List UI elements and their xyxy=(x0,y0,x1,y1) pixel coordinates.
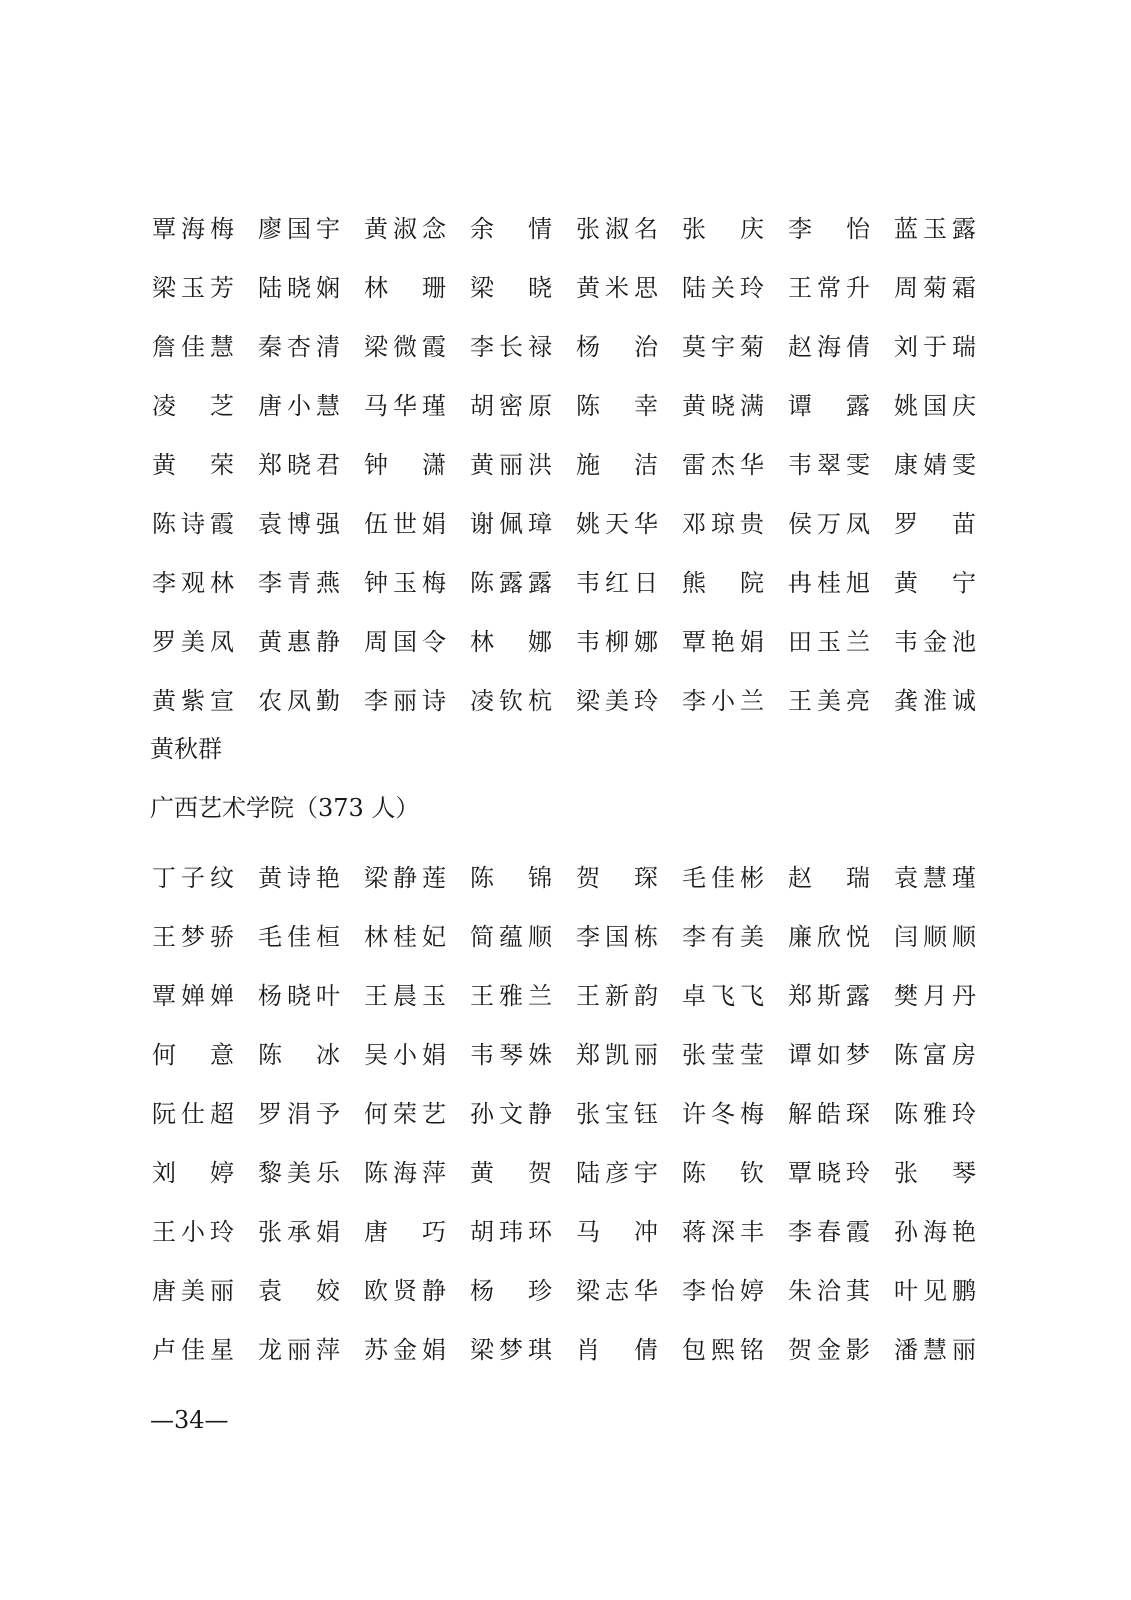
list-item: 解 皓 琛 xyxy=(788,1099,870,1128)
list-item: 赵 海 倩 xyxy=(788,332,870,361)
list-item: 韦 琴 姝 xyxy=(470,1040,552,1069)
list-item: 黄 贺 xyxy=(470,1158,552,1187)
list-item: 梁 志 华 xyxy=(576,1276,658,1305)
list-item: 何 意 xyxy=(152,1040,234,1069)
list-item: 郑 凯 丽 xyxy=(576,1040,658,1069)
list-item: 康 婧 雯 xyxy=(894,450,976,479)
list-item: 唐 巧 xyxy=(364,1217,446,1246)
list-item: 李 观 林 xyxy=(152,568,234,597)
list-item: 覃 晓 玲 xyxy=(788,1158,870,1187)
list-item: 简 蕴 顺 xyxy=(470,922,552,951)
list-item: 林 娜 xyxy=(470,627,552,656)
list-item: 梁 梦 琪 xyxy=(470,1335,552,1364)
list-item: 黄 米 思 xyxy=(576,273,658,302)
list-item: 毛 佳 桓 xyxy=(258,922,340,951)
list-item: 卓 飞 飞 xyxy=(682,981,764,1010)
list-item: 杨 晓 叶 xyxy=(258,981,340,1010)
list-item: 李 怡 婷 xyxy=(682,1276,764,1305)
list-item: 梁 美 玲 xyxy=(576,686,658,715)
list-item: 袁 慧 瑾 xyxy=(894,863,976,892)
list-item: 姚 天 华 xyxy=(576,509,658,538)
list-item: 胡 玮 环 xyxy=(470,1217,552,1246)
list-item: 陈 幸 xyxy=(576,391,658,420)
list-item: 孙 文 静 xyxy=(470,1099,552,1128)
list-item: 罗 涓 予 xyxy=(258,1099,340,1128)
list-item: 龙 丽 萍 xyxy=(258,1335,340,1364)
name-list-guangxi-arts xyxy=(152,848,982,1379)
list-item: 王 常 升 xyxy=(788,273,870,302)
list-item: 罗 苗 xyxy=(894,509,976,538)
list-item: 张 莹 莹 xyxy=(682,1040,764,1069)
list-item: 侯 万 凤 xyxy=(788,509,870,538)
list-item: 黄 荣 xyxy=(152,450,234,479)
list-item: 李 怡 xyxy=(788,214,870,243)
list-item: 韦 红 日 xyxy=(576,568,658,597)
list-item: 陆 彦 宇 xyxy=(576,1158,658,1187)
list-item: 罗 美 凤 xyxy=(152,627,234,656)
list-item: 农 凤 勤 xyxy=(258,686,340,715)
list-item: 梁 玉 芳 xyxy=(152,273,234,302)
list-item: 周 菊 霜 xyxy=(894,273,976,302)
list-item: 丁 子 纹 xyxy=(152,863,234,892)
list-item: 张 宝 钰 xyxy=(576,1099,658,1128)
list-item: 王 新 韵 xyxy=(576,981,658,1010)
list-item: 韦 金 池 xyxy=(894,627,976,656)
list-item: 余 情 xyxy=(470,214,552,243)
list-item: 陈 钦 xyxy=(682,1158,764,1187)
list-item: 韦 翠 雯 xyxy=(788,450,870,479)
list-item: 李 小 兰 xyxy=(682,686,764,715)
list-item: 廉 欣 悦 xyxy=(788,922,870,951)
list-item: 覃 海 梅 xyxy=(152,214,234,243)
list-item: 冉 桂 旭 xyxy=(788,568,870,597)
list-item: 陈 冰 xyxy=(258,1040,340,1069)
list-item: 黄 宁 xyxy=(894,568,976,597)
list-item: 梁 静 莲 xyxy=(364,863,446,892)
list-item: 张 淑 名 xyxy=(576,214,658,243)
list-item: 王 晨 玉 xyxy=(364,981,446,1010)
list-item: 王 梦 骄 xyxy=(152,922,234,951)
list-item: 欧 贤 静 xyxy=(364,1276,446,1305)
list-item: 贺 金 影 xyxy=(788,1335,870,1364)
list-item: 袁 博 强 xyxy=(258,509,340,538)
list-item: 杨 治 xyxy=(576,332,658,361)
list-item: 黄 惠 静 xyxy=(258,627,340,656)
list-item: 袁 姣 xyxy=(258,1276,340,1305)
list-item: 蓝 玉 露 xyxy=(894,214,976,243)
list-item: 熊 院 xyxy=(682,568,764,597)
list-item: 林 珊 xyxy=(364,273,446,302)
list-item: 黄 诗 艳 xyxy=(258,863,340,892)
list-item: 陈 海 萍 xyxy=(364,1158,446,1187)
list-item: 朱 洽 萁 xyxy=(788,1276,870,1305)
list-item: 王 小 玲 xyxy=(152,1217,234,1246)
list-item: 邓 琼 贵 xyxy=(682,509,764,538)
list-item: 胡 密 原 xyxy=(470,391,552,420)
list-item: 陈 露 露 xyxy=(470,568,552,597)
list-item: 谢 佩 璋 xyxy=(470,509,552,538)
list-item: 姚 国 庆 xyxy=(894,391,976,420)
list-item: 陈 锦 xyxy=(470,863,552,892)
list-item: 林 桂 妃 xyxy=(364,922,446,951)
list-item: 黄 丽 洪 xyxy=(470,450,552,479)
list-item: 伍 世 娟 xyxy=(364,509,446,538)
list-item: 陆 晓 娴 xyxy=(258,273,340,302)
list-item: 杨 珍 xyxy=(470,1276,552,1305)
list-item: 李 春 霞 xyxy=(788,1217,870,1246)
list-item: 黄 紫 宣 xyxy=(152,686,234,715)
list-item: 贺 琛 xyxy=(576,863,658,892)
list-item: 覃 婵 婵 xyxy=(152,981,234,1010)
list-item: 黄 晓 满 xyxy=(682,391,764,420)
list-item: 凌 钦 杭 xyxy=(470,686,552,715)
list-item: 韦 柳 娜 xyxy=(576,627,658,656)
list-item: 廖 国 宇 xyxy=(258,214,340,243)
list-item: 刘 婷 xyxy=(152,1158,234,1187)
list-item: 陈 雅 玲 xyxy=(894,1099,976,1128)
list-item: 卢 佳 星 xyxy=(152,1335,234,1364)
list-item: 阮 仕 超 xyxy=(152,1099,234,1128)
list-item: 陈 诗 霞 xyxy=(152,509,234,538)
list-item: 李 青 燕 xyxy=(258,568,340,597)
list-item-last: 黄秋群 xyxy=(150,735,222,763)
list-item: 田 玉 兰 xyxy=(788,627,870,656)
list-item: 王 美 亮 xyxy=(788,686,870,715)
list-item: 赵 瑞 xyxy=(788,863,870,892)
list-item: 谭 露 xyxy=(788,391,870,420)
list-item: 吴 小 娟 xyxy=(364,1040,446,1069)
list-item: 莫 宇 菊 xyxy=(682,332,764,361)
list-item: 樊 月 丹 xyxy=(894,981,976,1010)
list-item: 叶 见 鹏 xyxy=(894,1276,976,1305)
list-item: 黎 美 乐 xyxy=(258,1158,340,1187)
list-item: 张 琴 xyxy=(894,1158,976,1187)
list-item: 李 有 美 xyxy=(682,922,764,951)
list-item: 蒋 深 丰 xyxy=(682,1217,764,1246)
list-item: 郑 晓 君 xyxy=(258,450,340,479)
list-item: 秦 杏 清 xyxy=(258,332,340,361)
list-item: 刘 于 瑞 xyxy=(894,332,976,361)
list-item: 李 长 禄 xyxy=(470,332,552,361)
list-item: 肖 倩 xyxy=(576,1335,658,1364)
list-item: 黄 淑 念 xyxy=(364,214,446,243)
list-item: 唐 美 丽 xyxy=(152,1276,234,1305)
list-item: 张 承 娟 xyxy=(258,1217,340,1246)
list-item: 马 华 瑾 xyxy=(364,391,446,420)
list-item: 詹 佳 慧 xyxy=(152,332,234,361)
list-item: 苏 金 娟 xyxy=(364,1335,446,1364)
list-item: 凌 芝 xyxy=(152,391,234,420)
name-list-continued xyxy=(152,199,982,730)
list-item: 梁 晓 xyxy=(470,273,552,302)
list-item: 何 荣 艺 xyxy=(364,1099,446,1128)
list-item: 孙 海 艳 xyxy=(894,1217,976,1246)
page-number: —34— xyxy=(150,1406,229,1434)
list-item: 毛 佳 彬 xyxy=(682,863,764,892)
list-item: 王 雅 兰 xyxy=(470,981,552,1010)
list-item: 谭 如 梦 xyxy=(788,1040,870,1069)
list-item: 李 丽 诗 xyxy=(364,686,446,715)
list-item: 李 国 栋 xyxy=(576,922,658,951)
list-item: 包 熙 铭 xyxy=(682,1335,764,1364)
list-item: 闫 顺 顺 xyxy=(894,922,976,951)
list-item: 周 国 令 xyxy=(364,627,446,656)
list-item: 钟 玉 梅 xyxy=(364,568,446,597)
list-item: 陈 富 房 xyxy=(894,1040,976,1069)
list-item: 郑 斯 露 xyxy=(788,981,870,1010)
list-item: 钟 潇 xyxy=(364,450,446,479)
section-heading: 广西艺术学院（373 人） xyxy=(150,794,420,822)
list-item: 施 洁 xyxy=(576,450,658,479)
list-item: 陆 关 玲 xyxy=(682,273,764,302)
list-item: 张 庆 xyxy=(682,214,764,243)
list-item: 覃 艳 娟 xyxy=(682,627,764,656)
list-item: 雷 杰 华 xyxy=(682,450,764,479)
list-item: 龚 淮 诚 xyxy=(894,686,976,715)
list-item: 马 冲 xyxy=(576,1217,658,1246)
list-item: 潘 慧 丽 xyxy=(894,1335,976,1364)
list-item: 唐 小 慧 xyxy=(258,391,340,420)
list-item: 梁 微 霞 xyxy=(364,332,446,361)
list-item: 许 冬 梅 xyxy=(682,1099,764,1128)
